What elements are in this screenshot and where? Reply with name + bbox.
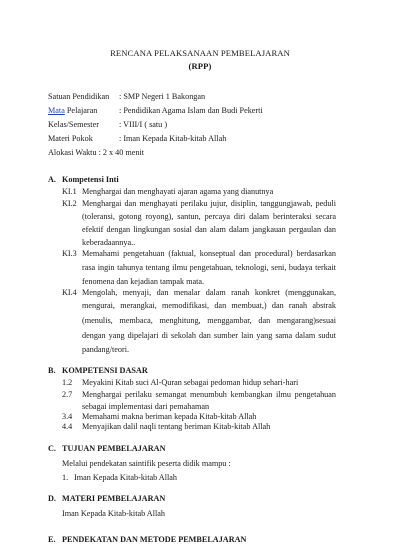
identity-label-kelas: Kelas/Semester <box>48 120 99 129</box>
mata-link[interactable]: Mata <box>48 106 65 115</box>
kd-line: sebagai implementasi dari pemahaman <box>82 402 210 411</box>
section-d-heading: MATERI PEMBELAJARAN <box>62 494 166 503</box>
ki-line: Memahami pengetahuan (faktual, konseptual dan procedural) berdasarkan <box>82 249 336 258</box>
identity-alokasi: Alokasi Waktu : 2 x 40 menit <box>48 148 145 157</box>
ki-line: efektif dengan lingkungan sosial dan alam dalam jangkauan pergaulan dan <box>82 225 336 234</box>
document-title: RENCANA PELAKSANAAN PEMBELAJARAN <box>110 48 290 58</box>
ki-line: fenomena dan kejadian tampak mata. <box>82 277 205 286</box>
kd-line: Meyakini Kitab suci Al-Quran sebagai pedoman hidup sehari-hari <box>82 378 299 387</box>
ki-line: mengurai, merangkai, memodifikasi, dan membuat,) dan ranah abstrak <box>82 301 336 310</box>
kd-code: 1.2 <box>62 378 73 387</box>
section-a-letter: A. <box>48 175 56 184</box>
ki-line: (menulis, membaca, menghitung, menggambar, dan mengarang)sesuai <box>82 316 336 325</box>
tujuan-num: 1. <box>62 473 69 482</box>
section-b-heading: KOMPETENSI DASAR <box>62 366 148 375</box>
identity-label-satuan: Satuan Pendidikan <box>48 92 110 101</box>
section-c-heading: TUJUAN PEMBELAJARAN <box>62 444 166 453</box>
kd-code: 2.7 <box>62 390 73 399</box>
ki-line: rasa ingin tahunya tentang ilmu pengetahuan, teknologi, seni, budaya terkait <box>82 263 336 272</box>
identity-value-mapel: : Pendidikan Agama Islam dan Budi Pekerti <box>119 106 263 115</box>
section-e-heading: PENDEKATAN DAN METODE PEMBELAJARAN <box>62 535 247 544</box>
ki-line: Menghargai dan menghayati perilaku jujur, disiplin, tanggungjawab, peduli <box>82 199 336 208</box>
identity-label-materi: Materi Pokok <box>48 134 93 143</box>
kd-code: 3.4 <box>62 412 73 421</box>
ki-line: dengan yang dipelajari di sekolah dan sumber lain yang sama dalam sudut <box>82 331 336 340</box>
ki-line: Mengolah, menyaji, dan menalar dalam ranah konkret (menggunakan, <box>82 288 336 297</box>
identity-value-materi: : Iman Kepada Kitab-kitab Allah <box>119 134 227 143</box>
identity-value-kelas: : VIII/I ( satu ) <box>119 120 168 129</box>
ki-code: KI.2 <box>62 199 77 208</box>
section-e-letter: E. <box>48 535 56 544</box>
section-a-heading: Kompetensi Inti <box>62 175 119 184</box>
ki-line: Menghargai dan menghayati ajaran agama yang dianutnya <box>82 187 274 196</box>
materi-text: Iman Kepada Kitab-kitab Allah <box>62 509 165 518</box>
ki-code: KI.1 <box>62 187 77 196</box>
tujuan-intro: Melalui pendekatan saintifik peserta didik mampu : <box>62 459 231 468</box>
kd-line: Memahami makna beriman kepada Kitab-kitab Allah <box>82 412 257 421</box>
kd-code: 4.4 <box>62 422 73 431</box>
section-b-letter: B. <box>48 366 56 375</box>
section-c-letter: C. <box>48 444 56 453</box>
identity-label-mapel: Mata Pelajaran <box>48 106 98 115</box>
ki-line: (toleransi, gotong royong), santun, percaya diri dalam berinteraksi secara <box>82 212 336 221</box>
document-subtitle: (RPP) <box>188 61 212 71</box>
kd-line: Menyajikan dalil naqli tentang beriman Kitab-kitab Allah <box>82 422 271 431</box>
ki-line: keberadaannya.. <box>82 238 136 247</box>
section-d-letter: D. <box>48 494 56 503</box>
kd-line: Menghargai perilaku semangat menumbuh kembangkan ilmu pengetahuan <box>82 390 336 399</box>
ki-line: pandang/teori. <box>82 345 130 354</box>
tujuan-item: Iman Kepada Kitab-kitab Allah <box>74 473 177 482</box>
ki-code: KI.3 <box>62 249 77 258</box>
ki-code: KI.4 <box>62 288 77 297</box>
identity-value-satuan: : SMP Negeri 1 Bakongan <box>119 92 206 101</box>
